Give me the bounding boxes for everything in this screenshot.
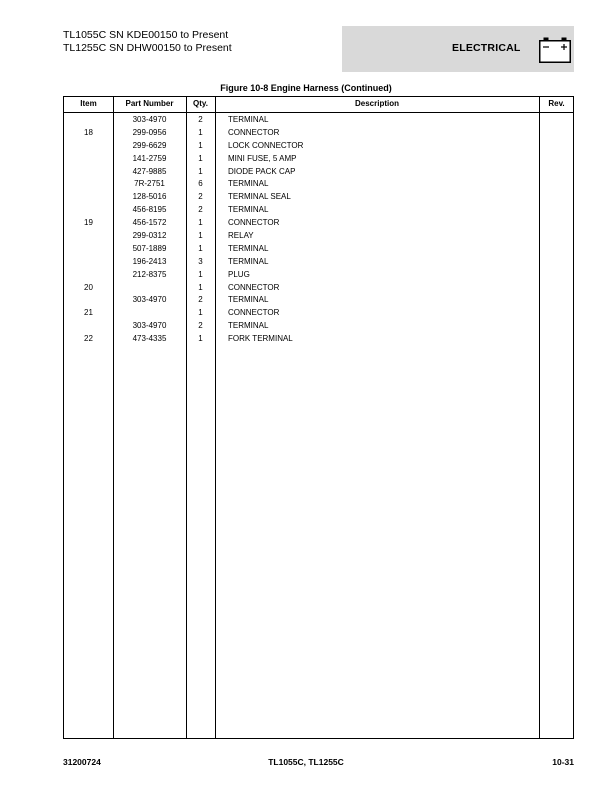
cell-part-number: 299-6629 <box>132 140 167 150</box>
table-row <box>64 282 573 295</box>
header-model-line-2: TL1255C SN DHW00150 to Present <box>63 42 232 54</box>
cell-qty: 3 <box>198 256 203 266</box>
column-header-part-number: Part Number <box>125 99 174 108</box>
cell-part-number: 303-4970 <box>132 321 167 331</box>
table-row <box>64 178 573 191</box>
table-row <box>64 243 573 256</box>
cell-description: RELAY <box>228 231 254 241</box>
table-body <box>64 114 573 346</box>
cell-item: 18 <box>84 127 93 137</box>
table-row <box>64 166 573 179</box>
table-row <box>64 269 573 282</box>
column-header-description: Description <box>354 99 399 108</box>
cell-description: TERMINAL <box>228 205 269 215</box>
cell-part-number: 196-2413 <box>132 256 167 266</box>
cell-part-number: 456-8195 <box>132 205 167 215</box>
cell-qty: 2 <box>198 295 203 305</box>
table-row <box>64 256 573 269</box>
header-models <box>63 29 232 55</box>
cell-description: TERMINAL <box>228 179 269 189</box>
table-row <box>64 127 573 140</box>
table-row <box>64 333 573 346</box>
cell-item: 22 <box>84 334 93 344</box>
cell-description: CONNECTOR <box>228 282 280 292</box>
footer-page-number: 10-31 <box>552 757 574 767</box>
cell-qty: 1 <box>198 166 203 176</box>
cell-qty: 6 <box>198 179 203 189</box>
table-row <box>64 204 573 217</box>
cell-part-number: 128-5016 <box>132 192 167 202</box>
cell-qty: 1 <box>198 334 203 344</box>
cell-part-number: 299-0312 <box>132 231 167 241</box>
cell-part-number: 473-4335 <box>132 334 167 344</box>
section-title: ELECTRICAL <box>452 42 521 54</box>
cell-description: CONNECTOR <box>228 308 280 318</box>
cell-qty: 1 <box>198 218 203 228</box>
cell-part-number: 141-2759 <box>132 153 167 163</box>
table-row <box>64 217 573 230</box>
cell-qty: 1 <box>198 282 203 292</box>
column-header-item: Item <box>80 99 97 108</box>
header-model-line-1: TL1055C SN KDE00150 to Present <box>63 29 229 41</box>
table-row <box>64 191 573 204</box>
table-row <box>64 140 573 153</box>
cell-qty: 1 <box>198 231 203 241</box>
cell-description: FORK TERMINAL <box>228 334 293 344</box>
cell-part-number: 507-1889 <box>132 243 167 253</box>
cell-qty: 1 <box>198 308 203 318</box>
column-header-rev: Rev. <box>548 99 565 108</box>
cell-part-number: 7R-2751 <box>134 179 165 189</box>
cell-item: 21 <box>84 308 93 318</box>
footer-doc-number: 31200724 <box>63 757 101 767</box>
cell-qty: 1 <box>198 153 203 163</box>
footer-models: TL1055C, TL1255C <box>268 757 344 767</box>
table-row <box>64 320 573 333</box>
cell-description: CONNECTOR <box>228 218 280 228</box>
cell-item: 19 <box>84 218 93 228</box>
cell-description: DIODE PACK CAP <box>228 166 296 176</box>
header-divider <box>64 112 573 113</box>
table-row <box>64 294 573 307</box>
cell-qty: 1 <box>198 127 203 137</box>
cell-qty: 2 <box>198 115 203 124</box>
parts-table <box>63 96 574 739</box>
table-row <box>64 230 573 243</box>
cell-qty: 2 <box>198 205 203 215</box>
cell-description: PLUG <box>228 269 250 279</box>
table-row <box>64 153 573 166</box>
cell-part-number: 303-4970 <box>132 295 167 305</box>
cell-part-number: 303-4970 <box>132 115 167 124</box>
cell-qty: 1 <box>198 140 203 150</box>
cell-description: TERMINAL <box>228 256 269 266</box>
cell-description: LOCK CONNECTOR <box>228 140 304 150</box>
cell-qty: 2 <box>198 321 203 331</box>
cell-description: TERMINAL <box>228 321 269 331</box>
battery-icon <box>539 36 571 63</box>
cell-description: CONNECTOR <box>228 127 280 137</box>
table-row <box>64 307 573 320</box>
table-row <box>64 114 573 127</box>
cell-description: TERMINAL <box>228 243 269 253</box>
cell-qty: 2 <box>198 192 203 202</box>
cell-qty: 1 <box>198 269 203 279</box>
cell-part-number: 427-9885 <box>132 166 167 176</box>
cell-description: TERMINAL SEAL <box>228 192 291 202</box>
figure-title: Figure 10-8 Engine Harness (Continued) <box>220 83 392 93</box>
section-header-box <box>342 26 574 72</box>
cell-description: TERMINAL <box>228 115 269 124</box>
cell-description: MINI FUSE, 5 AMP <box>228 153 297 163</box>
cell-part-number: 212-8375 <box>132 269 167 279</box>
cell-description: TERMINAL <box>228 295 269 305</box>
cell-qty: 1 <box>198 243 203 253</box>
cell-part-number: 456-1572 <box>132 218 167 228</box>
cell-part-number: 299-0956 <box>132 127 167 137</box>
cell-item: 20 <box>84 282 93 292</box>
column-header-qty: Qty. <box>193 99 208 108</box>
